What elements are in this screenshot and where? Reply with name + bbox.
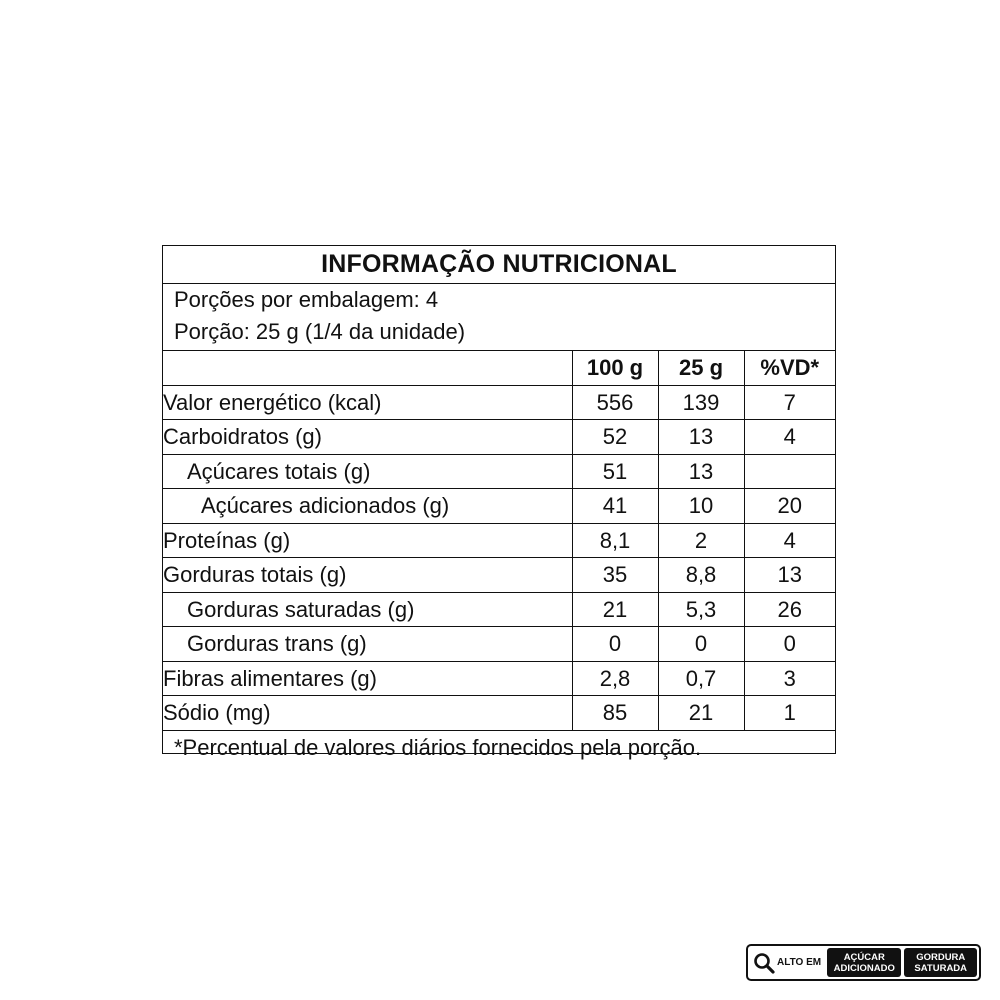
table-row <box>163 385 835 420</box>
nutrient-name: Açúcares totais (g) <box>163 454 572 489</box>
table-row <box>163 523 835 558</box>
nutrient-name: Gorduras trans (g) <box>163 627 572 662</box>
value-per-portion: 0 <box>658 627 744 662</box>
value-per-100g: 556 <box>572 385 658 420</box>
value-daily-percent: 26 <box>744 592 835 627</box>
warning-added-sugar-line2: ADICIONADO <box>833 962 895 974</box>
table-row <box>163 661 835 696</box>
value-per-portion: 2 <box>658 523 744 558</box>
value-per-100g: 21 <box>572 592 658 627</box>
value-per-portion: 21 <box>658 696 744 731</box>
value-daily-percent: 20 <box>744 489 835 524</box>
value-per-100g: 52 <box>572 420 658 455</box>
value-per-100g: 2,8 <box>572 661 658 696</box>
portions-per-package: Porções por embalagem: 4 <box>174 287 439 312</box>
warning-saturated-fat-line2: SATURADA <box>914 962 968 974</box>
value-per-portion: 10 <box>658 489 744 524</box>
nutrient-name: Açúcares adicionados (g) <box>163 489 572 524</box>
alto-em-section <box>750 948 824 977</box>
table-row <box>163 558 835 593</box>
label-title: INFORMAÇÃO NUTRICIONAL <box>163 246 835 284</box>
header-nutrient <box>163 351 572 385</box>
value-per-portion: 0,7 <box>658 661 744 696</box>
value-per-portion: 139 <box>658 385 744 420</box>
header-per-100g: 100 g <box>572 351 658 385</box>
value-per-100g: 41 <box>572 489 658 524</box>
value-per-100g: 51 <box>572 454 658 489</box>
value-per-portion: 13 <box>658 420 744 455</box>
value-daily-percent: 7 <box>744 385 835 420</box>
nutrition-table <box>163 351 835 731</box>
nutrient-name: Proteínas (g) <box>163 523 572 558</box>
table-row <box>163 592 835 627</box>
warning-added-sugar-line1: AÇÚCAR <box>843 951 885 963</box>
table-row <box>163 489 835 524</box>
value-per-100g: 0 <box>572 627 658 662</box>
nutrient-name: Gorduras saturadas (g) <box>163 592 572 627</box>
value-per-portion: 13 <box>658 454 744 489</box>
header-daily-value: %VD* <box>744 351 835 385</box>
warning-saturated-fat-line1: GORDURA <box>916 951 966 963</box>
warning-saturated-fat <box>904 948 977 977</box>
warning-added-sugar <box>827 948 901 977</box>
table-row <box>163 696 835 731</box>
header-per-portion: 25 g <box>658 351 744 385</box>
table-header-row <box>163 351 835 385</box>
value-daily-percent: 1 <box>744 696 835 731</box>
portion-size: Porção: 25 g (1/4 da unidade) <box>174 319 466 344</box>
high-in-warning-seal <box>746 944 981 981</box>
alto-em-text: ALTO EM <box>777 957 822 968</box>
nutrient-name: Gorduras totais (g) <box>163 558 572 593</box>
value-per-100g: 8,1 <box>572 523 658 558</box>
magnifier-icon <box>753 952 775 974</box>
nutrient-name: Valor energético (kcal) <box>163 385 572 420</box>
value-daily-percent <box>744 454 835 489</box>
value-daily-percent: 4 <box>744 523 835 558</box>
daily-value-footnote: *Percentual de valores diários fornecidos pela porção. <box>174 734 702 760</box>
value-per-portion: 8,8 <box>658 558 744 593</box>
portion-info <box>163 284 835 351</box>
value-daily-percent: 4 <box>744 420 835 455</box>
table-row <box>163 454 835 489</box>
nutrient-name: Sódio (mg) <box>163 696 572 731</box>
nutrient-name: Carboidratos (g) <box>163 420 572 455</box>
value-daily-percent: 3 <box>744 661 835 696</box>
value-per-100g: 35 <box>572 558 658 593</box>
table-row <box>163 627 835 662</box>
nutrient-name: Fibras alimentares (g) <box>163 661 572 696</box>
value-per-100g: 85 <box>572 696 658 731</box>
nutrition-facts-label <box>162 245 836 760</box>
value-per-portion: 5,3 <box>658 592 744 627</box>
value-daily-percent: 0 <box>744 627 835 662</box>
table-row <box>163 420 835 455</box>
value-daily-percent: 13 <box>744 558 835 593</box>
